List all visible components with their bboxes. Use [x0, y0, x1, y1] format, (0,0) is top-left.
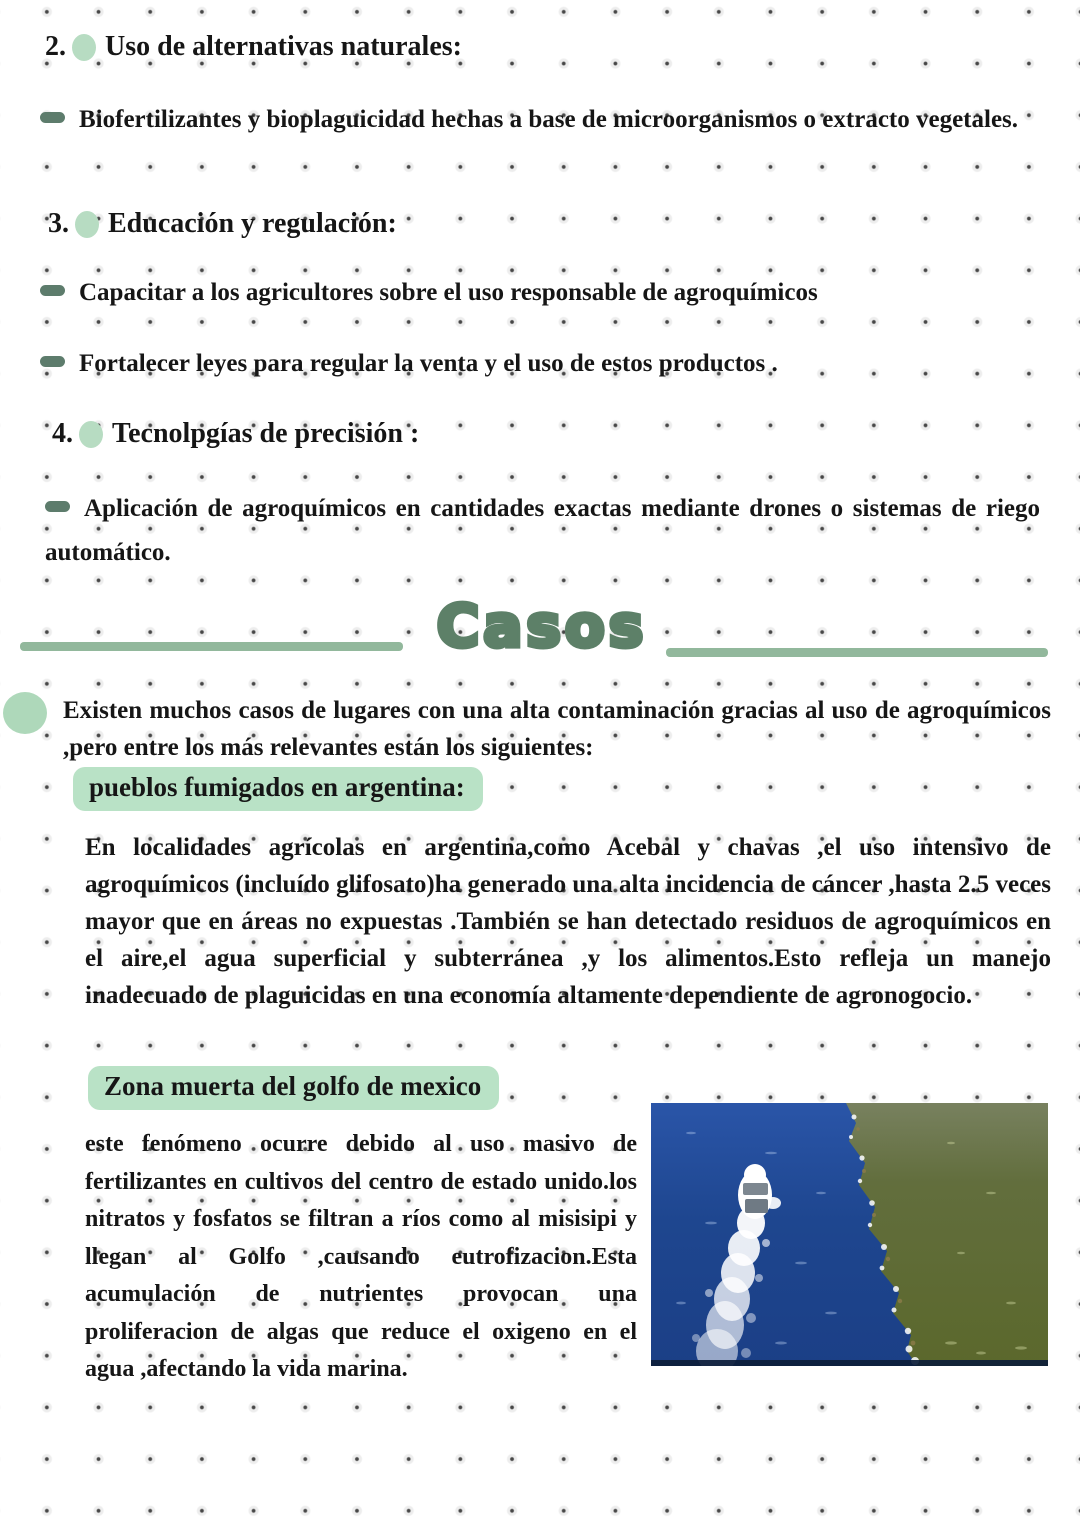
bullet-item — [45, 487, 1040, 575]
highlighted-label: pueblos fumigados en argentina: — [73, 767, 483, 811]
numbered-heading-3 — [48, 208, 397, 240]
bullet-item — [40, 350, 778, 378]
numbered-heading-2 — [45, 31, 462, 63]
case-body-argentina: En localidades agrícolas en argentina,como Acebal y chavas ,el uso intensivo de agroquímicos (incluído glifosato)ha generado una alta incidencia de cáncer ,hasta 2.5 veces mayor que en áreas no expuestas .También se han detectado residuos de agroquímicos en el aire,el agua superficial y subterránea ,y los alimentos.Esto refleja un manejo inadecuado de plaguicidas en una economía altamente dependiente de agronogocio. — [85, 834, 1051, 1009]
numbered-heading-text: Uso de alternativas naturales: — [105, 31, 462, 62]
item-number: 2. — [45, 31, 66, 62]
dash-bullet-icon — [40, 112, 65, 123]
bullet-text: Aplicación de agroquímicos en cantidades exactas mediante drones o sistemas de riego automático. — [45, 495, 1040, 566]
divider-line-left — [20, 642, 403, 651]
bullet-item — [40, 279, 818, 307]
gulf-dead-zone-photo — [651, 1103, 1048, 1366]
case-body-gulf: este fenómeno ocurre debido al uso masivo de fertilizantes en cultivos del centro de estado unido.los nitratos y fosfatos se filtran a ríos como al misisipi y llegan al Golfo ,causando eutrofizacion.Esta acumulación de nutrientes provocan una proliferacion de algas que reduce el oxigeno en el agua ,afectando la vida marina. — [85, 1131, 637, 1382]
case-heading-argentina — [73, 767, 483, 811]
item-number: 3. — [48, 208, 69, 239]
section-title-casos: Casos — [436, 592, 648, 660]
item-number: 4. — [52, 418, 73, 449]
dash-bullet-icon — [40, 285, 65, 296]
casos-intro-paragraph: Existen muchos casos de lugares con una alta contaminación gracias al uso de agroquímicos ,pero entre los más relevantes están los siguientes: — [63, 697, 1051, 761]
numbered-heading-text: Educación y regulación: — [108, 208, 397, 239]
numbered-heading-4 — [52, 418, 419, 450]
bullet-text: Biofertilizantes y bioplaguicidad hechas a base de microorganismos o extracto vegetales. — [79, 106, 1019, 133]
divider-line-right — [666, 648, 1048, 657]
gulf-dead-zone-aerial-illustration — [651, 1103, 1048, 1366]
bullet-item — [40, 98, 1045, 142]
bullet-text: Fortalecer leyes para regular la venta y el uso de estos productos . — [79, 350, 778, 377]
green-dot-icon — [79, 421, 103, 448]
dash-bullet-icon — [40, 356, 65, 367]
dash-bullet-icon — [45, 501, 70, 512]
green-dot-icon — [72, 34, 96, 61]
green-dot-icon — [3, 692, 47, 734]
bullet-text: Capacitar a los agricultores sobre el uso responsable de agroquímicos — [79, 279, 818, 306]
numbered-heading-text: Tecnolpgías de precisión : — [112, 418, 420, 449]
highlighted-label: Zona muerta del golfo de mexico — [88, 1066, 499, 1110]
case-heading-gulf — [88, 1066, 499, 1110]
green-dot-icon — [75, 211, 99, 238]
